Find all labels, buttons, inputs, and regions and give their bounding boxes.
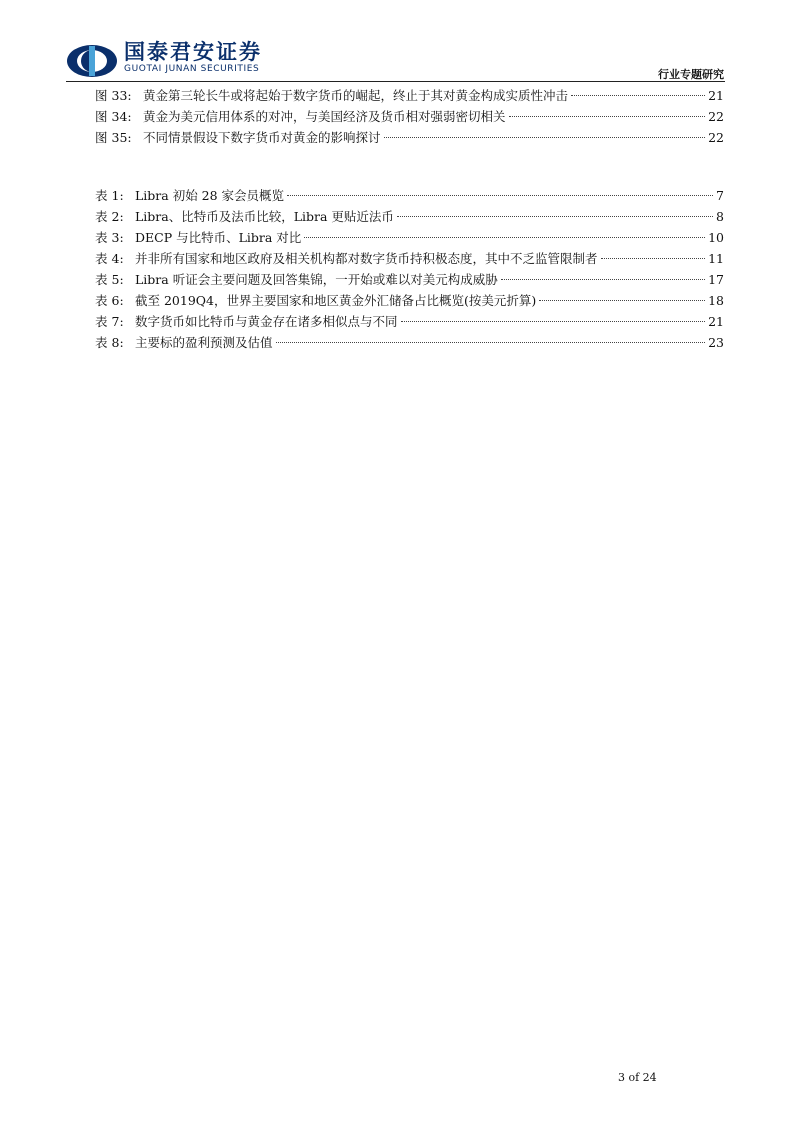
table-entry-2[interactable]	[95, 206, 724, 227]
table-entry-label: 表 6:	[95, 293, 124, 308]
dot-leader	[384, 137, 706, 138]
figure-entry-page: 22	[708, 130, 724, 145]
dot-leader	[571, 95, 705, 96]
figure-entry-label: 图 33:	[95, 88, 132, 103]
dot-leader	[601, 258, 706, 259]
figure-entry-label: 图 34:	[95, 109, 132, 124]
table-entry-3[interactable]	[95, 227, 724, 248]
table-entry-8[interactable]	[95, 332, 724, 353]
dot-leader	[539, 300, 705, 301]
company-name-cn: 国泰君安证券	[124, 40, 262, 64]
table-entry-6[interactable]	[95, 290, 724, 311]
figure-entry-title: 黄金为美元信用体系的对冲，与美国经济及货币相对强弱密切相关	[143, 109, 506, 124]
table-entry-label: 表 4:	[95, 251, 124, 266]
figure-entry-page: 22	[708, 109, 724, 124]
table-entry-label: 表 8:	[95, 335, 124, 350]
dot-leader	[287, 195, 713, 196]
figure-entry-label: 图 35:	[95, 130, 132, 145]
figure-entry-title: 不同情景假设下数字货币对黄金的影响探讨	[143, 130, 381, 145]
table-entry-title: 并非所有国家和地区政府及相关机构都对数字货币持积极态度，其中不乏监管限制者	[135, 251, 598, 266]
table-entry-page: 11	[708, 251, 724, 266]
figure-entry-title: 黄金第三轮长牛或将起始于数字货币的崛起，终止于其对黄金构成实质性冲击	[143, 88, 569, 103]
figure-entry-page: 21	[708, 88, 724, 103]
table-entry-page: 17	[708, 272, 724, 287]
table-entry-title: Libra 听证会主要问题及回答集锦，一开始或难以对美元构成威胁	[135, 272, 498, 287]
table-entry-page: 10	[708, 230, 724, 245]
table-entry-page: 7	[716, 188, 724, 203]
table-entry-label: 表 1:	[95, 188, 124, 203]
table-entry-label: 表 3:	[95, 230, 124, 245]
page-number: 3 of 24	[618, 1071, 657, 1084]
dot-leader	[509, 116, 706, 117]
table-entry-title: DECP 与比特币、Libra 对比	[135, 230, 302, 245]
table-entry-label: 表 7:	[95, 314, 124, 329]
table-entry-title: Libra、比特币及法币比较，Libra 更贴近法币	[135, 209, 394, 224]
table-entry-page: 8	[716, 209, 724, 224]
figure-entry-34[interactable]	[95, 106, 724, 127]
table-entry-page: 18	[708, 293, 724, 308]
table-entry-label: 表 2:	[95, 209, 124, 224]
page-header	[0, 0, 793, 84]
header-divider	[66, 81, 725, 82]
table-entry-7[interactable]	[95, 311, 724, 332]
table-entry-title: Libra 初始 28 家会员概览	[135, 188, 285, 203]
dot-leader	[276, 342, 706, 343]
figure-entry-35[interactable]	[95, 127, 724, 148]
table-entry-page: 21	[708, 314, 724, 329]
table-entry-label: 表 5:	[95, 272, 124, 287]
guotai-junan-logo-icon	[66, 44, 118, 78]
figure-entry-33[interactable]	[95, 85, 724, 106]
table-entry-page: 23	[708, 335, 724, 350]
company-name	[124, 40, 262, 75]
dot-leader	[397, 216, 713, 217]
figure-list	[95, 85, 724, 148]
dot-leader	[501, 279, 705, 280]
table-entry-title: 主要标的盈利预测及估值	[135, 335, 273, 350]
table-entry-1[interactable]	[95, 185, 724, 206]
table-entry-4[interactable]	[95, 248, 724, 269]
report-type-label: 行业专题研究	[658, 68, 724, 81]
dot-leader	[401, 321, 706, 322]
table-entry-title: 截至 2019Q4，世界主要国家和地区黄金外汇储备占比概览(按美元折算)	[135, 293, 537, 308]
company-name-en: GUOTAI JUNAN SECURITIES	[124, 64, 260, 74]
table-list	[95, 185, 724, 353]
dot-leader	[304, 237, 705, 238]
table-entry-title: 数字货币如比特币与黄金存在诸多相似点与不同	[135, 314, 398, 329]
table-entry-5[interactable]	[95, 269, 724, 290]
